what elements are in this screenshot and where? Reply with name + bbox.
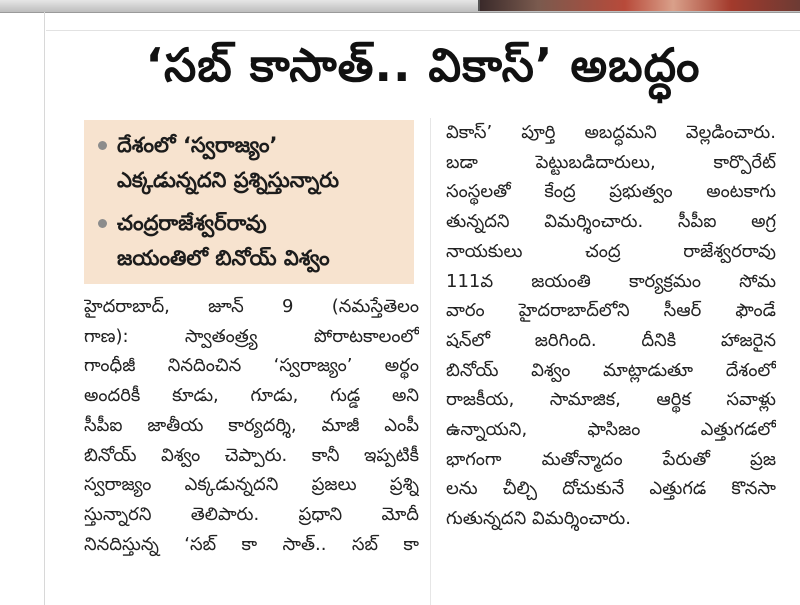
body-line: బినోయ్ విశ్వం మాట్లాడుతూ దేశంలో xyxy=(446,359,776,381)
body-line: 111వ జయంతి కార్యక్రమం సోమ xyxy=(446,270,776,292)
body-line: అందరికీ కూడు, గూడు, గుడ్డ అని xyxy=(84,385,419,407)
body-line: షన్‌లో జరిగింది. దీనికి హాజరైన xyxy=(446,329,776,351)
bullet-icon xyxy=(98,141,107,150)
body-line: ఉన్నాయని, ఫాసిజం ఎత్తుగడలో xyxy=(446,419,776,441)
body-line: హైదరాబాద్, జూన్ 9 (నమస్తేతెలం xyxy=(84,296,419,317)
body-line: స్వరాజ్యం ఎక్కడున్నదని ప్రజలు ప్రశ్ని xyxy=(84,474,419,496)
article-column-right xyxy=(446,118,776,534)
body-line: సంస్థలతో కేంద్ర ప్రభుత్వం అంటకాగు xyxy=(446,181,776,203)
body-line: బినోయ్ విశ్వం చెప్పారు. కానీ ఇప్పటికీ xyxy=(84,444,419,466)
body-line: నాయకులు చంద్ర రాజేశ్వరరావు xyxy=(446,240,776,262)
column-divider xyxy=(430,118,431,605)
body-line: గుతున్నదని విమర్శించారు. xyxy=(446,508,631,530)
body-line: నినదిస్తున్న ‘సబ్ కా సాత్.. సబ్ కా xyxy=(84,533,419,555)
bullet-icon xyxy=(98,219,107,228)
body-line: సీపీఐ జాతీయ కార్యదర్శి, మాజీ ఎంపీ xyxy=(84,414,419,436)
highlight-line: ఎక్కడున్నదని ప్రశ్నిస్తున్నారు xyxy=(117,168,339,192)
body-line: వారం హైదరాబాద్‌లోని సీఆర్ ఫౌండే xyxy=(446,300,776,322)
body-line: స్తున్నారని తెలిపారు. ప్రధాని మోదీ xyxy=(84,503,419,525)
body-line: రాజకీయ, సామాజిక, ఆర్థిక సవాళ్లు xyxy=(446,389,776,411)
cropped-photo-strip xyxy=(478,0,800,11)
highlight-item xyxy=(98,128,404,198)
body-line: భాగంగా మతోన్మాదం పేరుతో ప్రజ xyxy=(446,448,776,470)
body-line: గాణ): స్వాతంత్ర్య పోరాటకాలంలో xyxy=(84,325,419,347)
highlights-box xyxy=(84,120,414,284)
body-line: లను చీల్చి దోచుకునే ఎత్తుగడ కొనసా xyxy=(446,478,776,500)
highlight-line: జయంతిలో బినోయ్ విశ్వం xyxy=(117,246,330,270)
article-column-left xyxy=(84,292,419,559)
body-line: గాంధీజీ నినదించిన ‘స్వరాజ్యం’ అర్థం xyxy=(84,355,419,377)
highlight-text xyxy=(117,128,339,198)
highlight-line: చంద్రరాజేశ్వర్‌రావు xyxy=(117,211,267,235)
highlight-text xyxy=(117,206,330,276)
page-edge xyxy=(44,12,45,605)
highlight-line: దేశంలో ‘స్వరాజ్యం’ xyxy=(117,133,278,157)
highlight-item xyxy=(98,206,404,276)
article-headline: ‘సబ్ కాసాత్.. వికాస్’ అబద్ధం xyxy=(46,30,800,111)
body-line: బడా పెట్టుబడిదారులు, కార్పొరేట్ xyxy=(446,151,776,173)
body-line: వికాస్’ పూర్తి అబద్ధమని వెల్లడించారు. xyxy=(446,122,776,143)
body-line: తున్నదని విమర్శించారు. సీపీఐ అగ్ర xyxy=(446,211,776,233)
